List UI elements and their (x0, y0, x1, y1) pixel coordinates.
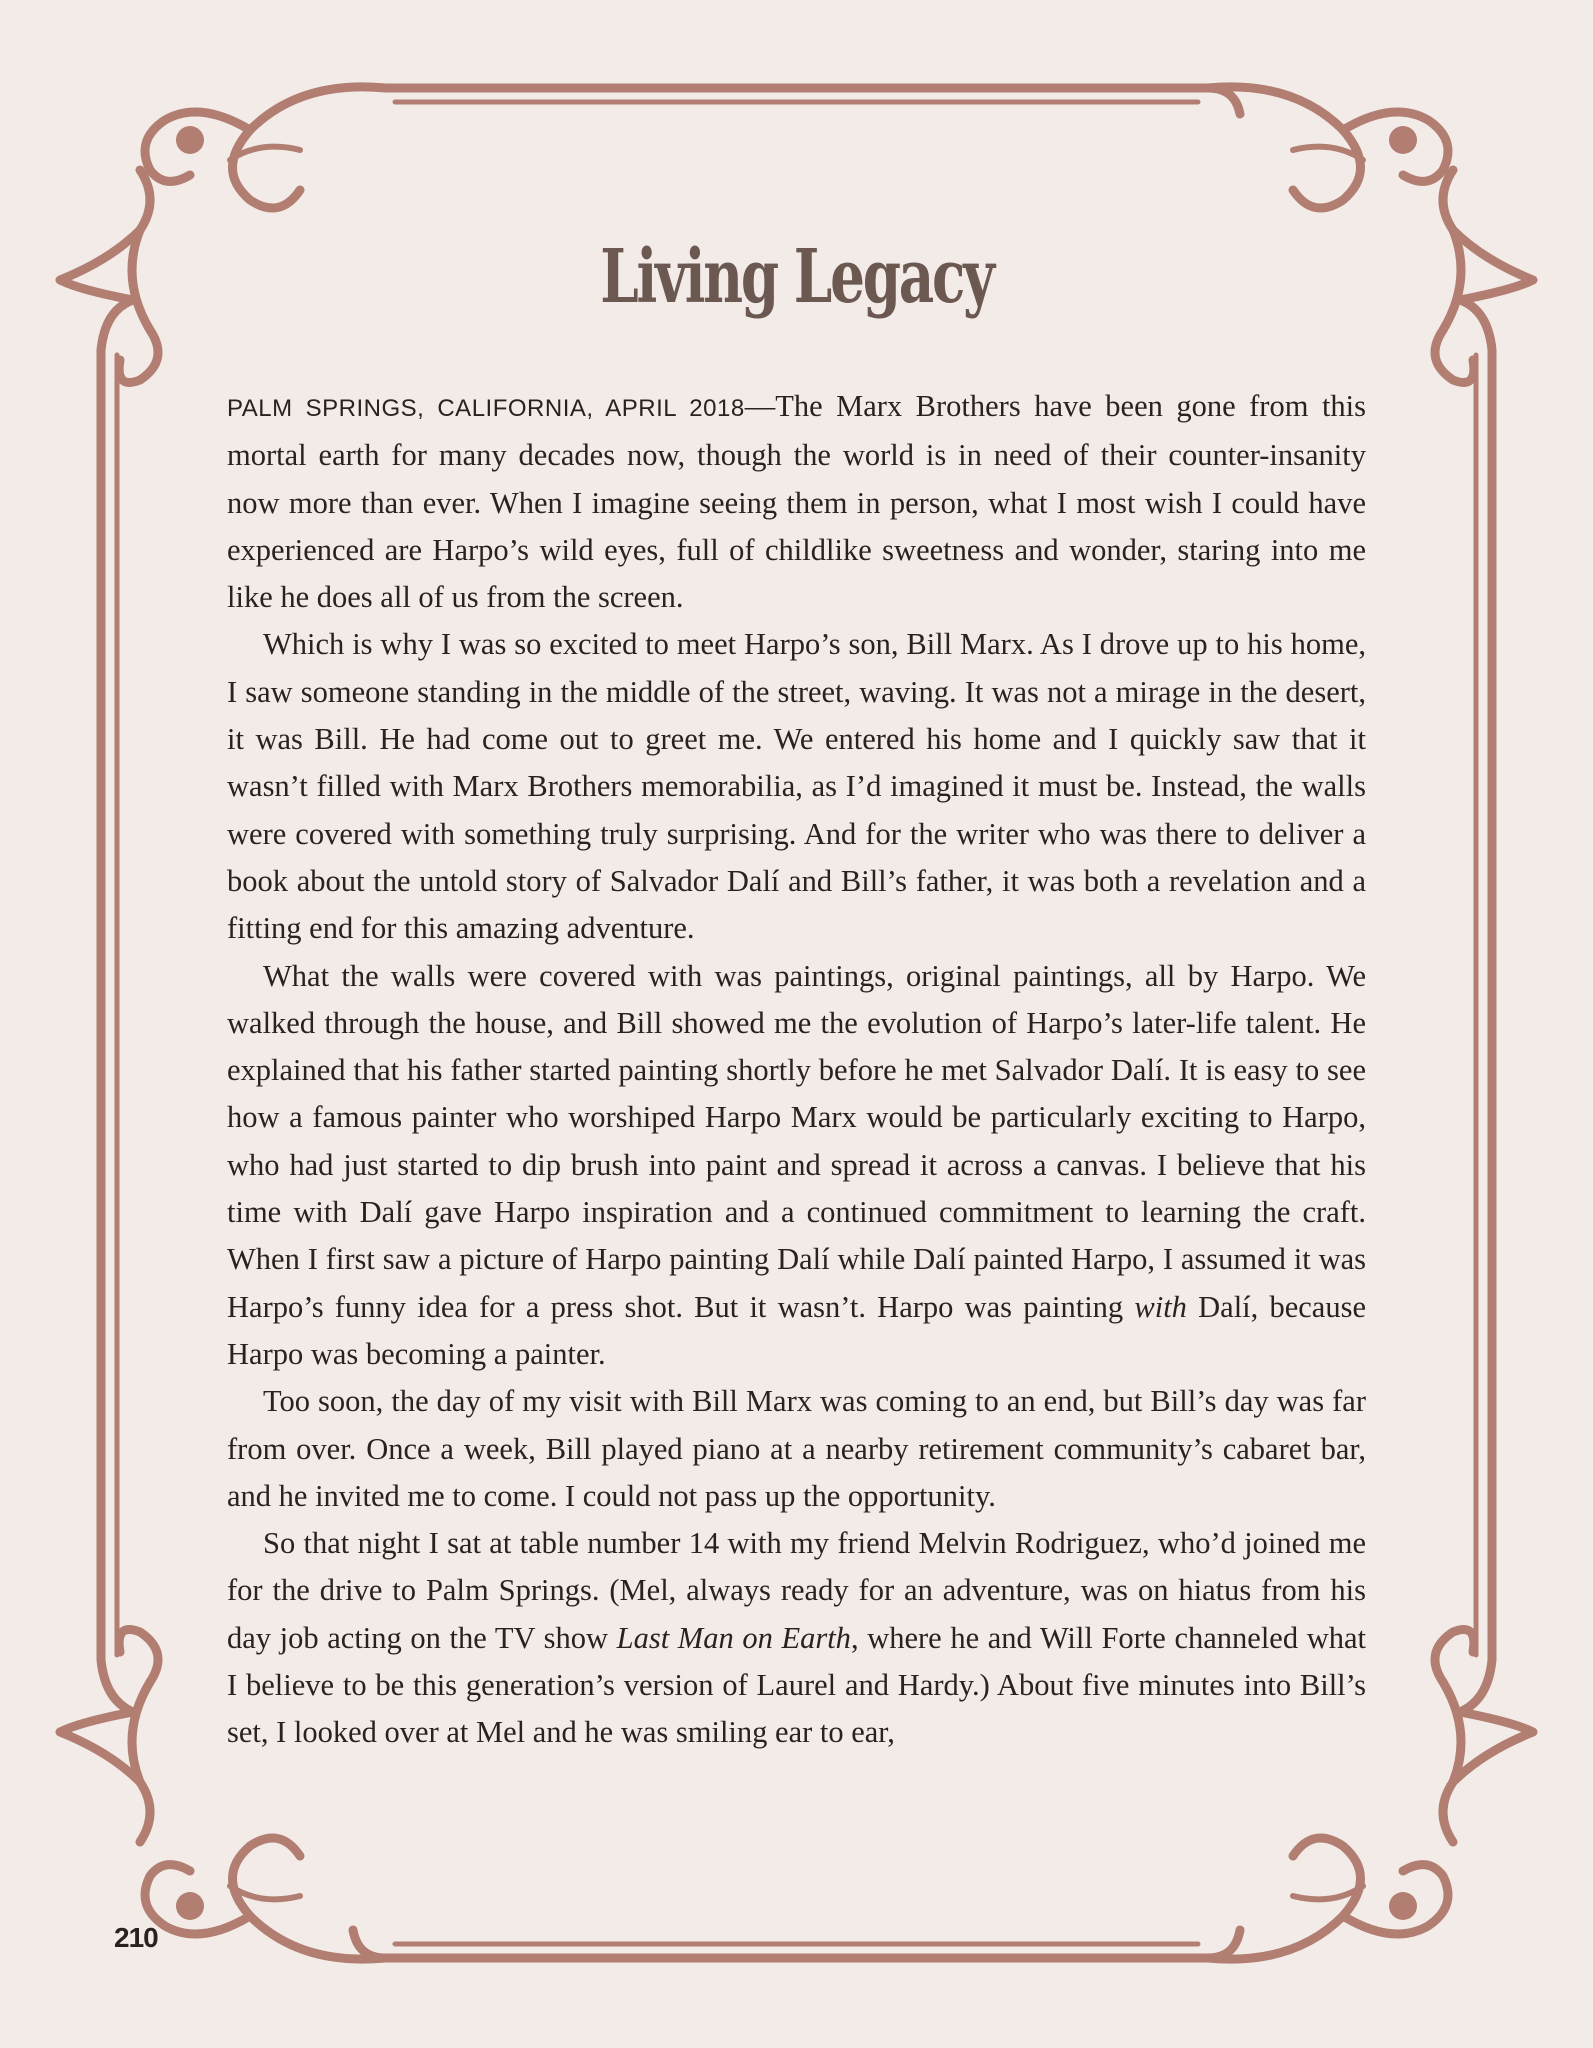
emphasis-show-title: Last Man on Earth (616, 1620, 851, 1655)
page-number: 210 (114, 1922, 158, 1953)
paragraph-1-text: —The Marx Brothers have been gone from this mortal earth for many decades now, though the world is in need of their counter-insanity now more than ever. When I imagine seeing them in person, what I most wish I could have experienced are Harpo’s wild eyes, full of childlike sweetness and wonder, staring into me like he does all of us from the screen. (227, 389, 1367, 615)
scroll-dot-bottom-right (1389, 1892, 1417, 1920)
dateline: PALM SPRINGS, CALIFORNIA, APRIL 2018 (227, 395, 745, 422)
scroll-dot-top-right (1389, 126, 1417, 154)
corner-flourish-top-left (60, 87, 385, 383)
corner-flourish-top-right (1208, 87, 1533, 383)
paragraph-4: Too soon, the day of my visit with Bill Marx was coming to an end, but Bill’s day was far from over. Once a week, Bill played piano at a nearby retirement community’s cabaret bar, and he invited me to come. I could not pass up the opportunity. (227, 1384, 1366, 1513)
scroll-dot-bottom-left (176, 1892, 204, 1920)
paragraph-2: Which is why I was so excited to meet Harpo’s son, Bill Marx. As I drove up to his home, I saw someone standing in the middle of the street, waving. It was not a mirage in the desert, it was Bill. He had come out to greet me. We entered his home and I quickly saw that it wasn’t filled with Marx Brothers memorabilia, as I’d imagined it must be. Instead, the walls were covered with something truly surprising. And for the writer who was there to deliver a book about the untold story of Salvador Dalí and Bill’s father, it was both a revelation and a fitting end for this amazing adventure. (227, 627, 1366, 946)
paragraph-3: What the walls were covered with was paintings, original paintings, all by Harpo. We walked through the house, and Bill showed me the evolution of Harpo’s later-life talent. He explained that his father started painting shortly before he met Salvador Dalí. It is easy to see how a famous painter who worshiped Harpo Marx would be particularly exciting to Harpo, who had just started to dip brush into paint and spread it across a canvas. I believe that his time with Dalí gave Harpo inspiration and a continued commitment to learning the craft. When I first saw a picture of Harpo painting Dalí while Dalí painted Harpo, I assumed it was Harpo’s funny idea for a press shot. But it wasn’t. Harpo was painting with Dalí, because Harpo was becoming a painter. (227, 958, 1366, 1371)
body-text (227, 383, 1366, 1757)
emphasis-with: with (1134, 1289, 1187, 1324)
paragraph-5: So that night I sat at table number 14 with my friend Melvin Rodriguez, who’d joined me for the drive to Palm Springs. (Mel, always ready for an adventure, was on hiatus from his day job acting on the TV show Last Man on Earth, where he and Will Forte channeled what I believe to be this generation’s version of Laurel and Hardy.) About five minutes into Bill’s set, I looked over at Mel and he was smiling ear to ear, (227, 1526, 1366, 1750)
page-title: Living Legacy (600, 234, 993, 320)
paragraph-1 (227, 383, 1366, 621)
scroll-dot-top-left (176, 126, 204, 154)
